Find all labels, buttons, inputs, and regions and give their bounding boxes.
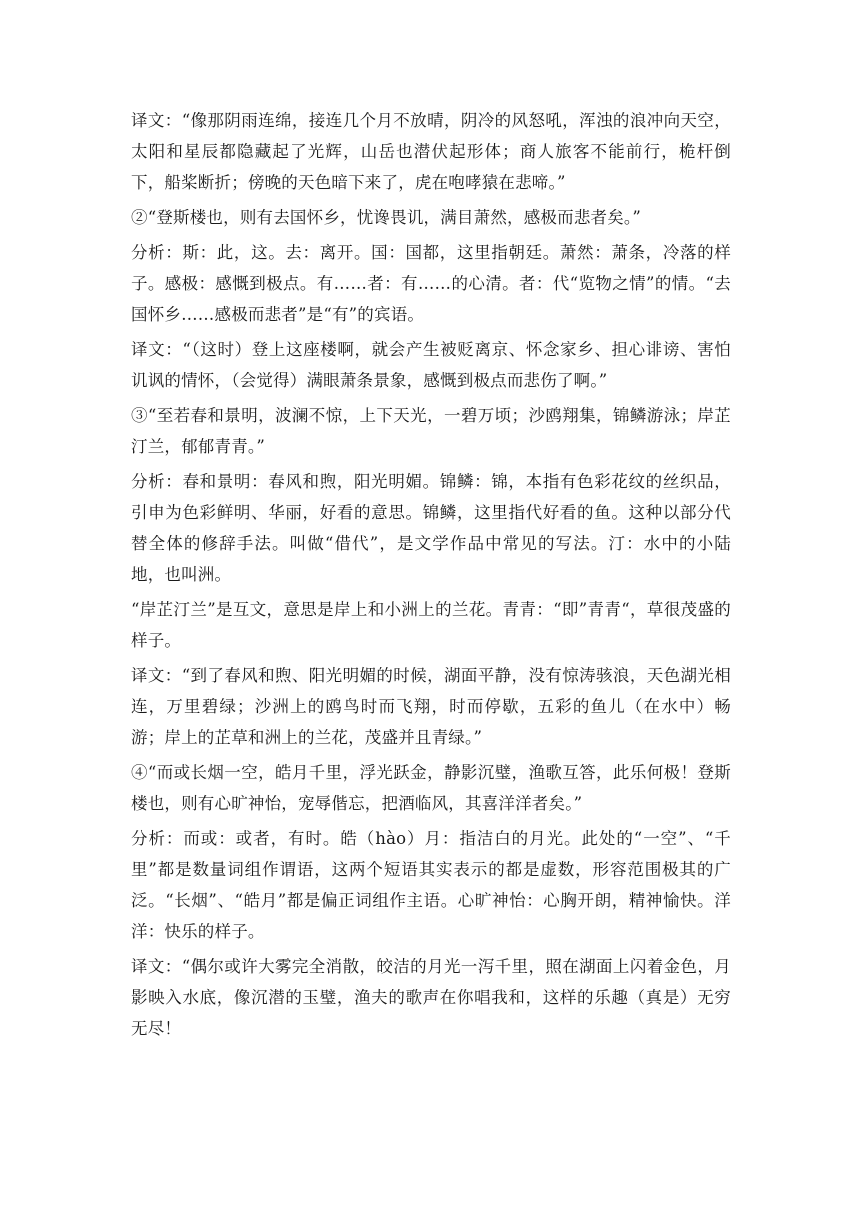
analysis-paragraph-3-continued: “岸芷汀兰”是互文，意思是岸上和小洲上的兰花。青青：“即”青青“，草很茂盛的样子。: [131, 600, 731, 650]
translation-paragraph-2: 译文：“（这时）登上这座楼啊，就会产生被贬离京、怀念家乡、担心诽谤、害怕讥讽的情怀，（会觉得）满眼萧条景象，感慨到极点而悲伤了啊。”: [131, 340, 731, 390]
translation-paragraph-4: 译文：“偶尔或许大雾完全消散，皎洁的月光一泻千里，照在湖面上闪着金色，月影映入水底，像沉潜的玉璧，渔夫的歌声在你唱我和，这样的乐趣（真是）无穷无尽！: [131, 957, 731, 1038]
analysis-paragraph-3: 分析：春和景明：春风和煦，阳光明媚。锦鳞：锦，本指有色彩花纹的丝织品，引申为色彩鲜明、华丽，好看的意思。锦鳞，这里指代好看的鱼。这种以部分代替全体的修辞手法。叫做“借代”，是文学作品中常见的写法。汀：水中的小陆地，也叫洲。: [131, 472, 731, 584]
quote-paragraph-4: ④“而或长烟一空，皓月千里，浮光跃金，静影沉璧，渔歌互答，此乐何极！登斯楼也，则有心旷神怡，宠辱偕忘，把酒临风，其喜洋洋者矣。”: [131, 763, 731, 813]
document-body: [131, 105, 731, 1044]
quote-paragraph-2: ②“登斯楼也，则有去国怀乡，忧谗畏讥，满目萧然，感极而悲者矣。”: [131, 208, 642, 227]
quote-paragraph-3: ③“至若春和景明，波澜不惊，上下天光，一碧万顷；沙鸥翔集，锦鳞游泳；岸芷汀兰，郁郁青青。”: [131, 406, 731, 456]
analysis-paragraph-2: 分析：斯：此，这。去：离开。国：国都，这里指朝廷。萧然：萧条，冷落的样子。感极：感慨到极点。有……者：有……的心清。者：代“览物之情”的情。“去国怀乡……感极而悲者”是“有”的宾语。: [131, 243, 731, 324]
translation-paragraph-1: 译文：“像那阴雨连绵，接连几个月不放晴，阴冷的风怒吼，浑浊的浪冲向天空，太阳和星辰都隐藏起了光辉，山岳也潜伏起形体；商人旅客不能前行，桅杆倒下，船桨断折；傍晚的天色暗下来了，虎在咆哮猿在悲啼。”: [131, 111, 731, 192]
translation-paragraph-3: 译文：“到了春风和煦、阳光明媚的时候，湖面平静，没有惊涛骇浪，天色湖光相连，万里碧绿；沙洲上的鸥鸟时而飞翔，时而停歇，五彩的鱼儿（在水中）畅游；岸上的芷草和洲上的兰花，茂盛并且青绿。”: [131, 666, 731, 747]
analysis-paragraph-4: 分析：而或：或者，有时。皓（hào）月：指洁白的月光。此处的“一空”、“千里”都是数量词组作谓语，这两个短语其实表示的都是虚数，形容范围极其的广泛。“长烟”、“皓月”都是偏正词组作主语。心旷神怡：心胸开朗，精神愉快。洋洋：快乐的样子。: [131, 829, 731, 941]
